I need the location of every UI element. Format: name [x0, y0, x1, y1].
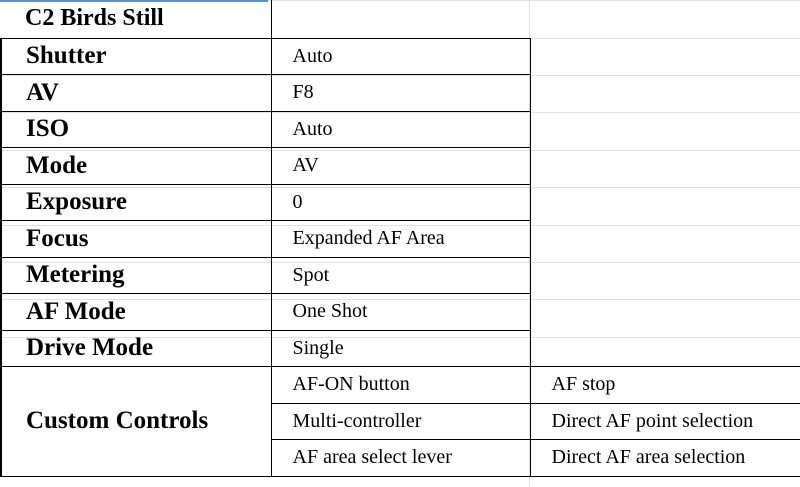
setting-value[interactable]: Expanded AF Area: [271, 221, 530, 258]
setting-value[interactable]: One Shot: [271, 294, 530, 331]
empty-cell[interactable]: [530, 38, 800, 75]
empty-cell[interactable]: [530, 184, 800, 221]
empty-cell[interactable]: [530, 75, 800, 112]
table-row: [1, 184, 800, 221]
setting-value[interactable]: AV: [271, 148, 530, 185]
custom-controls-label[interactable]: Custom Controls: [1, 367, 271, 477]
empty-cell[interactable]: [530, 148, 800, 185]
table-title[interactable]: C2 Birds Still: [1, 0, 271, 38]
setting-value[interactable]: Single: [271, 330, 530, 367]
control-function[interactable]: Direct AF point selection: [530, 403, 800, 440]
control-function[interactable]: AF stop: [530, 367, 800, 404]
empty-cell[interactable]: [530, 257, 800, 294]
table-row: [1, 257, 800, 294]
setting-label[interactable]: AV: [1, 75, 271, 112]
empty-cell[interactable]: [530, 0, 800, 38]
empty-cell[interactable]: [530, 294, 800, 331]
setting-value[interactable]: Spot: [271, 257, 530, 294]
setting-label[interactable]: AF Mode: [1, 294, 271, 331]
setting-value[interactable]: 0: [271, 184, 530, 221]
setting-label[interactable]: Shutter: [1, 38, 271, 75]
table-row: [1, 75, 800, 112]
table-row: [1, 221, 800, 258]
setting-label[interactable]: Drive Mode: [1, 330, 271, 367]
setting-value[interactable]: F8: [271, 75, 530, 112]
table-row: [1, 38, 800, 75]
control-function[interactable]: Direct AF area selection: [530, 440, 800, 477]
title-row: [1, 0, 800, 38]
empty-cell[interactable]: [271, 0, 530, 38]
control-name[interactable]: AF area select lever: [271, 440, 530, 477]
table-row: [1, 111, 800, 148]
empty-cell[interactable]: [530, 221, 800, 258]
setting-label[interactable]: Mode: [1, 148, 271, 185]
table-row: [1, 148, 800, 185]
empty-cell[interactable]: [530, 330, 800, 367]
control-name[interactable]: Multi-controller: [271, 403, 530, 440]
setting-label[interactable]: Exposure: [1, 184, 271, 221]
setting-value[interactable]: Auto: [271, 38, 530, 75]
custom-controls-row: [1, 367, 800, 404]
table-row: [1, 294, 800, 331]
setting-label[interactable]: ISO: [1, 111, 271, 148]
setting-label[interactable]: Focus: [1, 221, 271, 258]
setting-value[interactable]: Auto: [271, 111, 530, 148]
setting-label[interactable]: Metering: [1, 257, 271, 294]
table-row: [1, 330, 800, 367]
empty-cell[interactable]: [530, 111, 800, 148]
control-name[interactable]: AF-ON button: [271, 367, 530, 404]
